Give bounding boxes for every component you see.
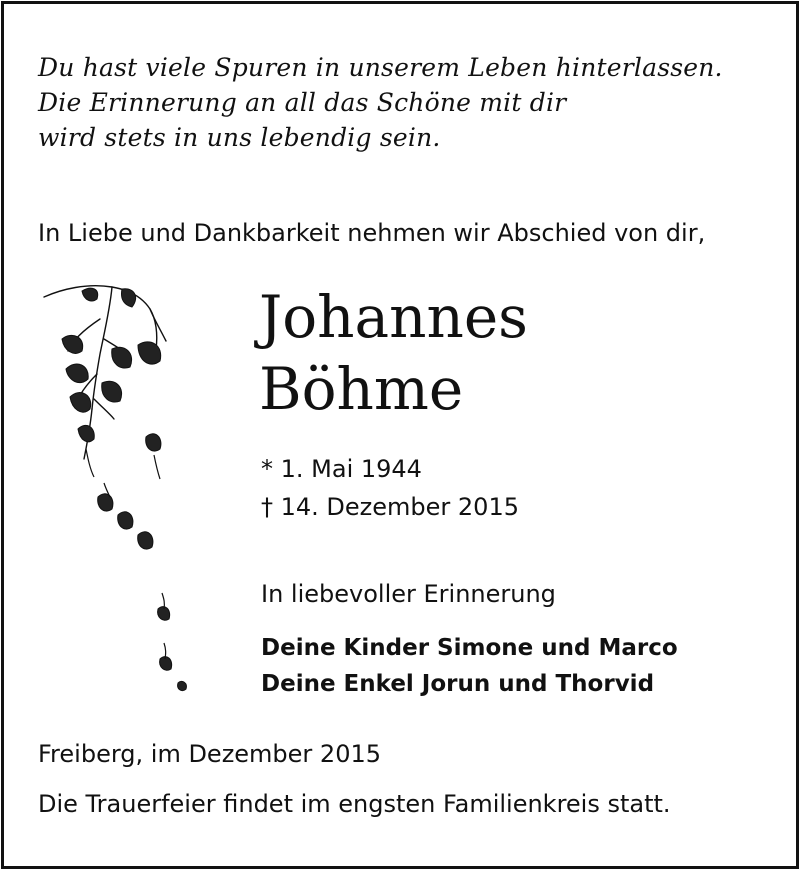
mourner-line: Deine Enkel Jorun und Thorvid (261, 671, 655, 697)
memorial-verse (38, 50, 723, 155)
birch-branch-icon (42, 279, 212, 704)
farewell-intro: In Liebe und Dankbarkeit nehmen wir Abschied von dir, (38, 219, 706, 247)
death-date: † 14. Dezember 2015 (261, 493, 519, 521)
memory-line: In liebevoller Erinnerung (261, 580, 556, 608)
verse-line: wird stets in uns lebendig sein. (38, 123, 441, 152)
life-dates (261, 450, 519, 526)
deceased-first-name: Johannes (259, 283, 528, 351)
mourners-list (261, 630, 678, 702)
place-and-date: Freiberg, im Dezember 2015 (38, 740, 382, 768)
deceased-name (259, 281, 528, 425)
birth-date: * 1. Mai 1944 (261, 455, 422, 483)
verse-line: Die Erinnerung an all das Schöne mit dir (38, 88, 567, 117)
obituary-notice (1, 1, 799, 869)
verse-line: Du hast viele Spuren in unserem Leben hinterlassen. (38, 53, 723, 82)
deceased-last-name: Böhme (259, 355, 464, 423)
mourner-line: Deine Kinder Simone und Marco (261, 635, 678, 661)
service-note: Die Trauerfeier findet im engsten Familienkreis statt. (38, 790, 671, 818)
